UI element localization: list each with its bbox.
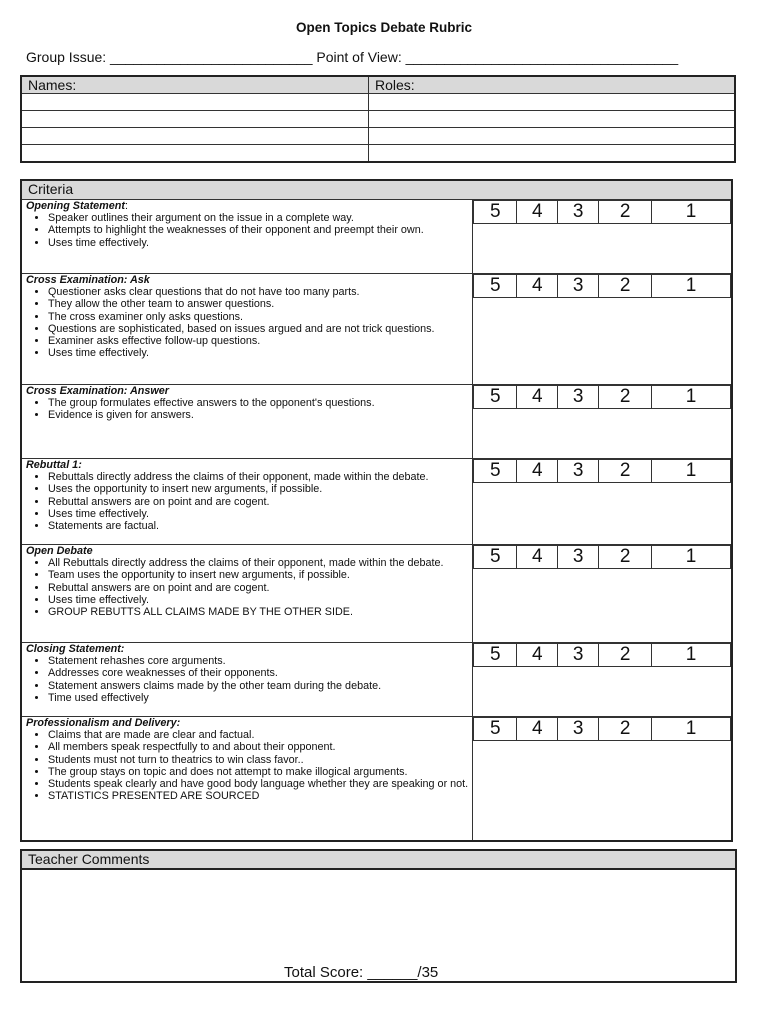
score-option-4[interactable]: 4 <box>517 644 558 667</box>
criteria-list-item: • Attempts to highlight the weaknesses of their opponent and preempt their own. <box>48 224 468 236</box>
score-option-5[interactable]: 5 <box>474 386 517 409</box>
teacher-comments-header: Teacher Comments <box>22 851 735 870</box>
criteria-list-item: • The group formulates effective answers to the opponent's questions. <box>48 397 468 409</box>
criteria-table <box>20 179 733 842</box>
score-scale <box>473 643 731 667</box>
score-option-1[interactable]: 1 <box>652 386 731 409</box>
score-option-2[interactable]: 2 <box>599 644 652 667</box>
criteria-row <box>21 200 732 274</box>
score-option-4[interactable]: 4 <box>517 386 558 409</box>
score-option-2[interactable]: 2 <box>599 546 652 569</box>
score-option-2[interactable]: 2 <box>599 201 652 224</box>
score-option-1[interactable]: 1 <box>652 275 731 298</box>
criteria-list-item: • Rebuttals directly address the claims of their opponent, made within the debate. <box>48 471 468 483</box>
roles-header: Roles: <box>369 76 736 94</box>
criteria-list-item: • Statement answers claims made by the other team during the debate. <box>48 680 468 692</box>
score-option-3[interactable]: 3 <box>558 718 599 741</box>
names-header: Names: <box>21 76 369 94</box>
criteria-title: Opening Statement <box>26 200 125 212</box>
score-option-4[interactable]: 4 <box>517 546 558 569</box>
score-option-4[interactable]: 4 <box>517 460 558 483</box>
criteria-list-item: • Rebuttal answers are on point and are cogent. <box>48 582 468 594</box>
score-option-3[interactable]: 3 <box>558 275 599 298</box>
criteria-list-item: • All members speak respectfully to and about their opponent. <box>48 741 468 753</box>
score-option-1[interactable]: 1 <box>652 460 731 483</box>
criteria-list <box>26 286 468 359</box>
score-option-2[interactable]: 2 <box>599 718 652 741</box>
score-scale <box>473 200 731 224</box>
criteria-row <box>21 643 732 717</box>
score-option-4[interactable]: 4 <box>517 718 558 741</box>
score-option-2[interactable]: 2 <box>599 275 652 298</box>
criteria-title: Rebuttal 1: <box>26 459 82 471</box>
criteria-list <box>26 557 468 618</box>
names-roles-table <box>20 75 736 163</box>
score-cell <box>473 385 732 459</box>
role-cell[interactable] <box>369 145 736 163</box>
criteria-title: Closing Statement: <box>26 643 125 655</box>
criteria-list-item: • Students speak clearly and have good body language whether they are speaking or not. <box>48 778 468 790</box>
score-option-3[interactable]: 3 <box>558 644 599 667</box>
criteria-title: Cross Examination: Ask <box>26 274 150 286</box>
total-score: Total Score: ______/35 <box>284 964 439 981</box>
criteria-row <box>21 274 732 385</box>
criteria-list-item: • Questions are sophisticated, based on issues argued and are not trick questions. <box>48 323 468 335</box>
criteria-list-item: • They allow the other team to answer questions. <box>48 298 468 310</box>
criteria-list-item: • Uses time effectively. <box>48 594 468 606</box>
criteria-description <box>21 643 473 717</box>
name-cell[interactable] <box>21 111 369 128</box>
criteria-list-item: • Uses time effectively. <box>48 237 468 249</box>
criteria-list-item: • Examiner asks effective follow-up questions. <box>48 335 468 347</box>
score-option-3[interactable]: 3 <box>558 386 599 409</box>
criteria-row <box>21 459 732 545</box>
criteria-list <box>26 729 468 802</box>
criteria-list-item: • The group stays on topic and does not attempt to make illogical arguments. <box>48 766 468 778</box>
criteria-list-item: • Evidence is given for answers. <box>48 409 468 421</box>
criteria-description <box>21 717 473 841</box>
score-scale <box>473 459 731 483</box>
name-cell[interactable] <box>21 128 369 145</box>
criteria-title: Professionalism and Delivery: <box>26 717 181 729</box>
criteria-description <box>21 274 473 385</box>
criteria-list <box>26 655 468 704</box>
criteria-description <box>21 545 473 643</box>
role-cell[interactable] <box>369 111 736 128</box>
criteria-row <box>21 717 732 841</box>
role-cell[interactable] <box>369 94 736 111</box>
score-option-3[interactable]: 3 <box>558 460 599 483</box>
criteria-list-item: • Uses the opportunity to insert new arguments, if possible. <box>48 483 468 495</box>
score-option-5[interactable]: 5 <box>474 718 517 741</box>
score-option-2[interactable]: 2 <box>599 460 652 483</box>
criteria-list-item: • STATISTICS PRESENTED ARE SOURCED <box>48 790 468 802</box>
criteria-list-item: • The cross examiner only asks questions. <box>48 311 468 323</box>
criteria-title: Cross Examination: Answer <box>26 385 169 397</box>
criteria-title: Open Debate <box>26 545 93 557</box>
score-option-3[interactable]: 3 <box>558 201 599 224</box>
criteria-list-item: • Statement rehashes core arguments. <box>48 655 468 667</box>
criteria-list-item: • Time used effectively <box>48 692 468 704</box>
criteria-row <box>21 385 732 459</box>
criteria-description <box>21 200 473 274</box>
score-cell <box>473 200 732 274</box>
criteria-list-item: • Speaker outlines their argument on the issue in a complete way. <box>48 212 468 224</box>
score-option-3[interactable]: 3 <box>558 546 599 569</box>
criteria-list-item: • GROUP REBUTTS ALL CLAIMS MADE BY THE OTHER SIDE. <box>48 606 468 618</box>
criteria-list-item: • Questioner asks clear questions that do not have too many parts. <box>48 286 468 298</box>
criteria-list-item: • Claims that are made are clear and factual. <box>48 729 468 741</box>
criteria-description <box>21 385 473 459</box>
score-scale <box>473 385 731 409</box>
score-cell <box>473 459 732 545</box>
score-option-1[interactable]: 1 <box>652 546 731 569</box>
criteria-list-item: • Team uses the opportunity to insert new arguments, if possible. <box>48 569 468 581</box>
criteria-list-item: • Uses time effectively. <box>48 347 468 359</box>
criteria-description <box>21 459 473 545</box>
criteria-list-item: • Students must not turn to theatrics to win class favor.. <box>48 754 468 766</box>
criteria-header: Criteria <box>21 180 732 200</box>
score-scale <box>473 545 731 569</box>
score-cell <box>473 717 732 841</box>
criteria-list-item: • Addresses core weaknesses of their opponents. <box>48 667 468 679</box>
criteria-list-item: • Statements are factual. <box>48 520 468 532</box>
score-option-5[interactable]: 5 <box>474 201 517 224</box>
score-option-4[interactable]: 4 <box>517 275 558 298</box>
group-issue-line[interactable]: Group Issue: __________________________ Point of View: ___________________________________ <box>26 49 679 65</box>
score-cell <box>473 274 732 385</box>
score-option-1[interactable]: 1 <box>652 201 731 224</box>
criteria-list-item: • Rebuttal answers are on point and are cogent. <box>48 496 468 508</box>
score-option-5[interactable]: 5 <box>474 644 517 667</box>
score-option-5[interactable]: 5 <box>474 546 517 569</box>
teacher-comments-box[interactable] <box>20 849 737 983</box>
score-option-5[interactable]: 5 <box>474 275 517 298</box>
score-option-4[interactable]: 4 <box>517 201 558 224</box>
name-cell[interactable] <box>21 94 369 111</box>
criteria-row <box>21 545 732 643</box>
score-option-5[interactable]: 5 <box>474 460 517 483</box>
score-option-2[interactable]: 2 <box>599 386 652 409</box>
score-cell <box>473 643 732 717</box>
criteria-list <box>26 471 468 532</box>
page-title: Open Topics Debate Rubric <box>295 20 473 35</box>
criteria-list <box>26 212 468 249</box>
score-option-1[interactable]: 1 <box>652 644 731 667</box>
score-scale <box>473 717 731 741</box>
criteria-list-item: • Uses time effectively. <box>48 508 468 520</box>
criteria-list <box>26 397 468 421</box>
role-cell[interactable] <box>369 128 736 145</box>
criteria-list-item: • All Rebuttals directly address the claims of their opponent, made within the debate. <box>48 557 468 569</box>
score-cell <box>473 545 732 643</box>
criteria-title-suffix: : <box>124 200 128 212</box>
name-cell[interactable] <box>21 145 369 163</box>
score-option-1[interactable]: 1 <box>652 718 731 741</box>
score-scale <box>473 274 731 298</box>
